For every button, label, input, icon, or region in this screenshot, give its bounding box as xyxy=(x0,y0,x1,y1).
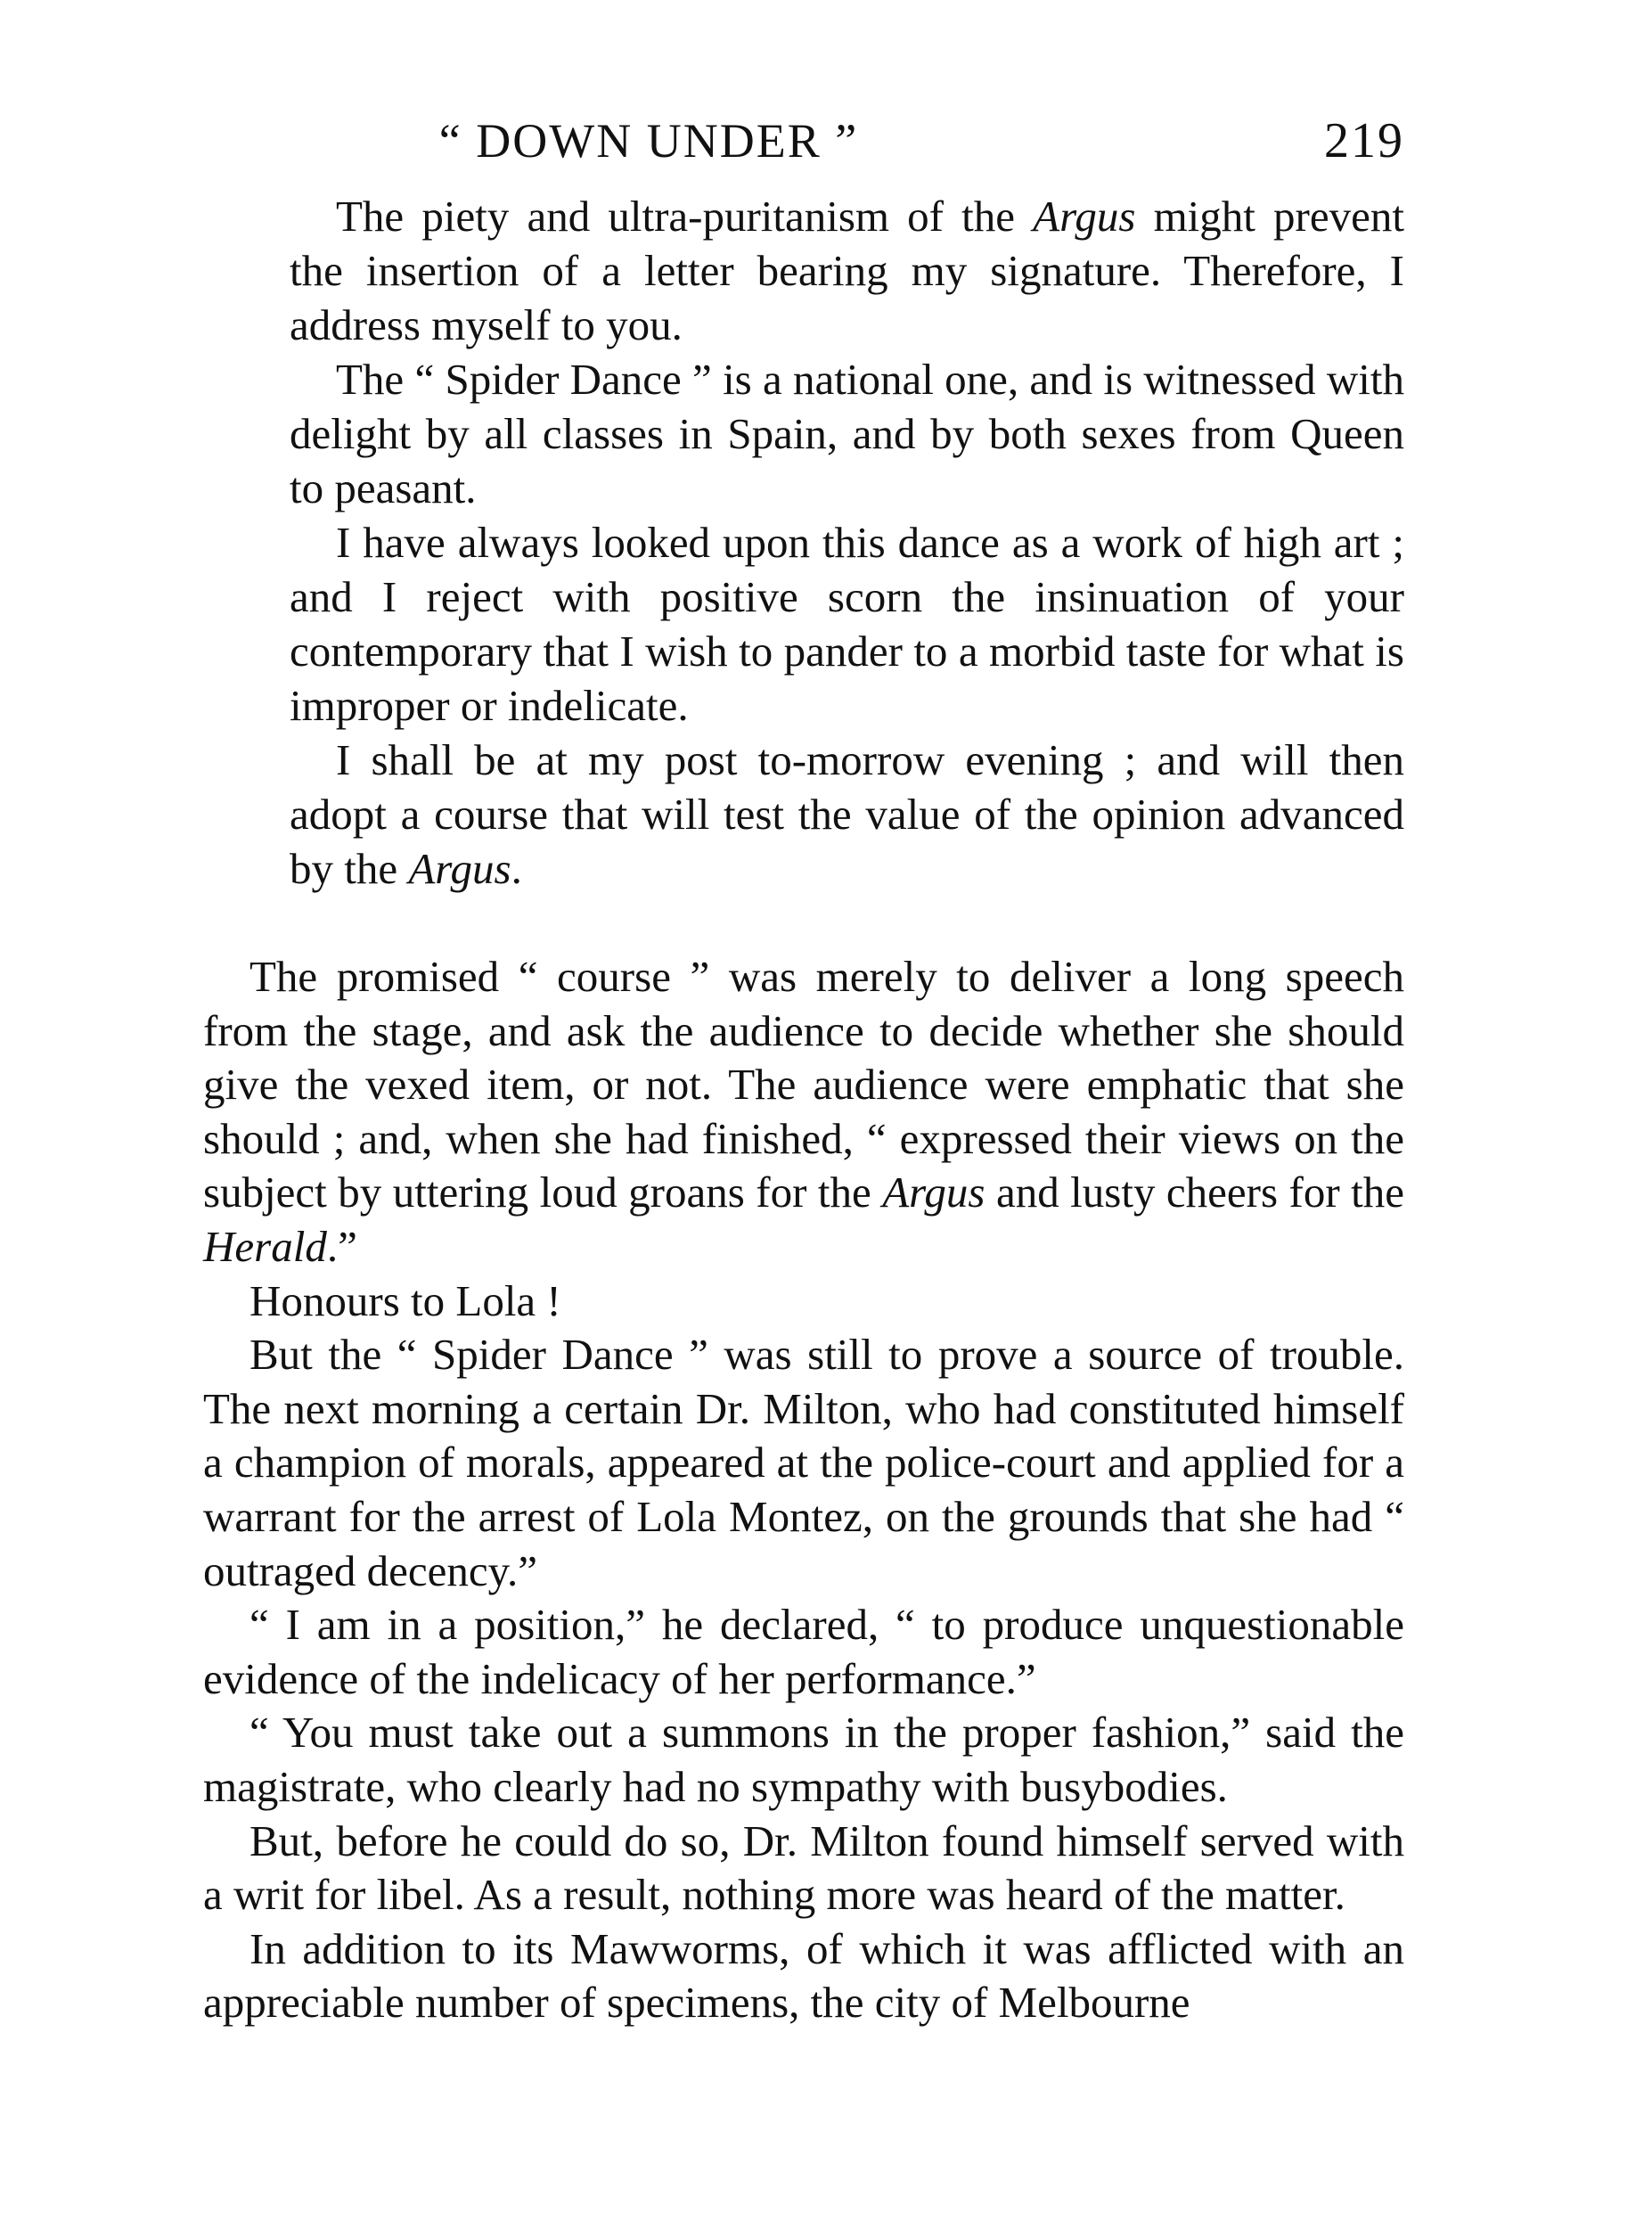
quote-paragraph: I shall be at my post to-morrow evening ; and will then adopt a course that will test the value of the opinion advanced by the Argus. xyxy=(290,735,1404,893)
quote-paragraph: I have always looked upon this dance as a work of high art ; and I reject with positive scorn the insinuation of your contemporary that I wish to pander to a morbid taste for what is improper or indelicate. xyxy=(290,518,1404,730)
running-head xyxy=(203,105,1404,176)
body-paragraph: In addition to its Mawworms, of which it was afflicted with an appreciable number of specimens, the city of Melbourne xyxy=(203,1923,1404,2028)
quoted-letter xyxy=(290,189,1404,896)
running-title: “ DOWN UNDER ” xyxy=(438,114,859,168)
quote-paragraph: The “ Spider Dance ” is a national one, and is witnessed with delight by all classes in Spain, and by both sexes from Queen to peasant. xyxy=(290,355,1404,512)
newspaper-name: Herald xyxy=(203,1221,327,1271)
body-text xyxy=(203,950,1404,2030)
body-paragraph: “ I am in a position,” he declared, “ to produce unquestionable evidence of the indelicacy of her performance.” xyxy=(203,1600,1404,1703)
body-paragraph: “ You must take out a summons in the proper fashion,” said the magistrate, who clearly had no sympathy with busybodies. xyxy=(203,1708,1404,1811)
body-paragraph: The promised “ course ” was merely to deliver a long speech from the stage, and ask the audience to decide whether she should give the vexed item, or not. The audience were emphatic that she should ; and, when she had finished, “ expressed their views on the subject by uttering loud groans for the Argus and lusty cheers for the Herald.” xyxy=(203,952,1404,1271)
newspaper-name: Argus xyxy=(882,1168,985,1217)
quote-paragraph: The piety and ultra-puritanism of the Argus might prevent the insertion of a letter bearing my signature. Therefore, I address myself to you. xyxy=(290,192,1404,349)
newspaper-name: Argus xyxy=(408,844,511,893)
newspaper-name: Argus xyxy=(1033,192,1136,241)
page-number: 219 xyxy=(1324,113,1404,168)
body-paragraph: Honours to Lola ! xyxy=(249,1275,561,1325)
body-paragraph: But the “ Spider Dance ” was still to prove a source of trouble. The next morning a certain Dr. Milton, who had constituted himself a champion of morals, appeared at the police-court and applied for a warrant for the arrest of Lola Montez, on the grounds that she had “ outraged decency.” xyxy=(203,1330,1404,1595)
body-paragraph: But, before he could do so, Dr. Milton found himself served with a writ for libel. As a result, nothing more was heard of the matter. xyxy=(203,1815,1404,1920)
